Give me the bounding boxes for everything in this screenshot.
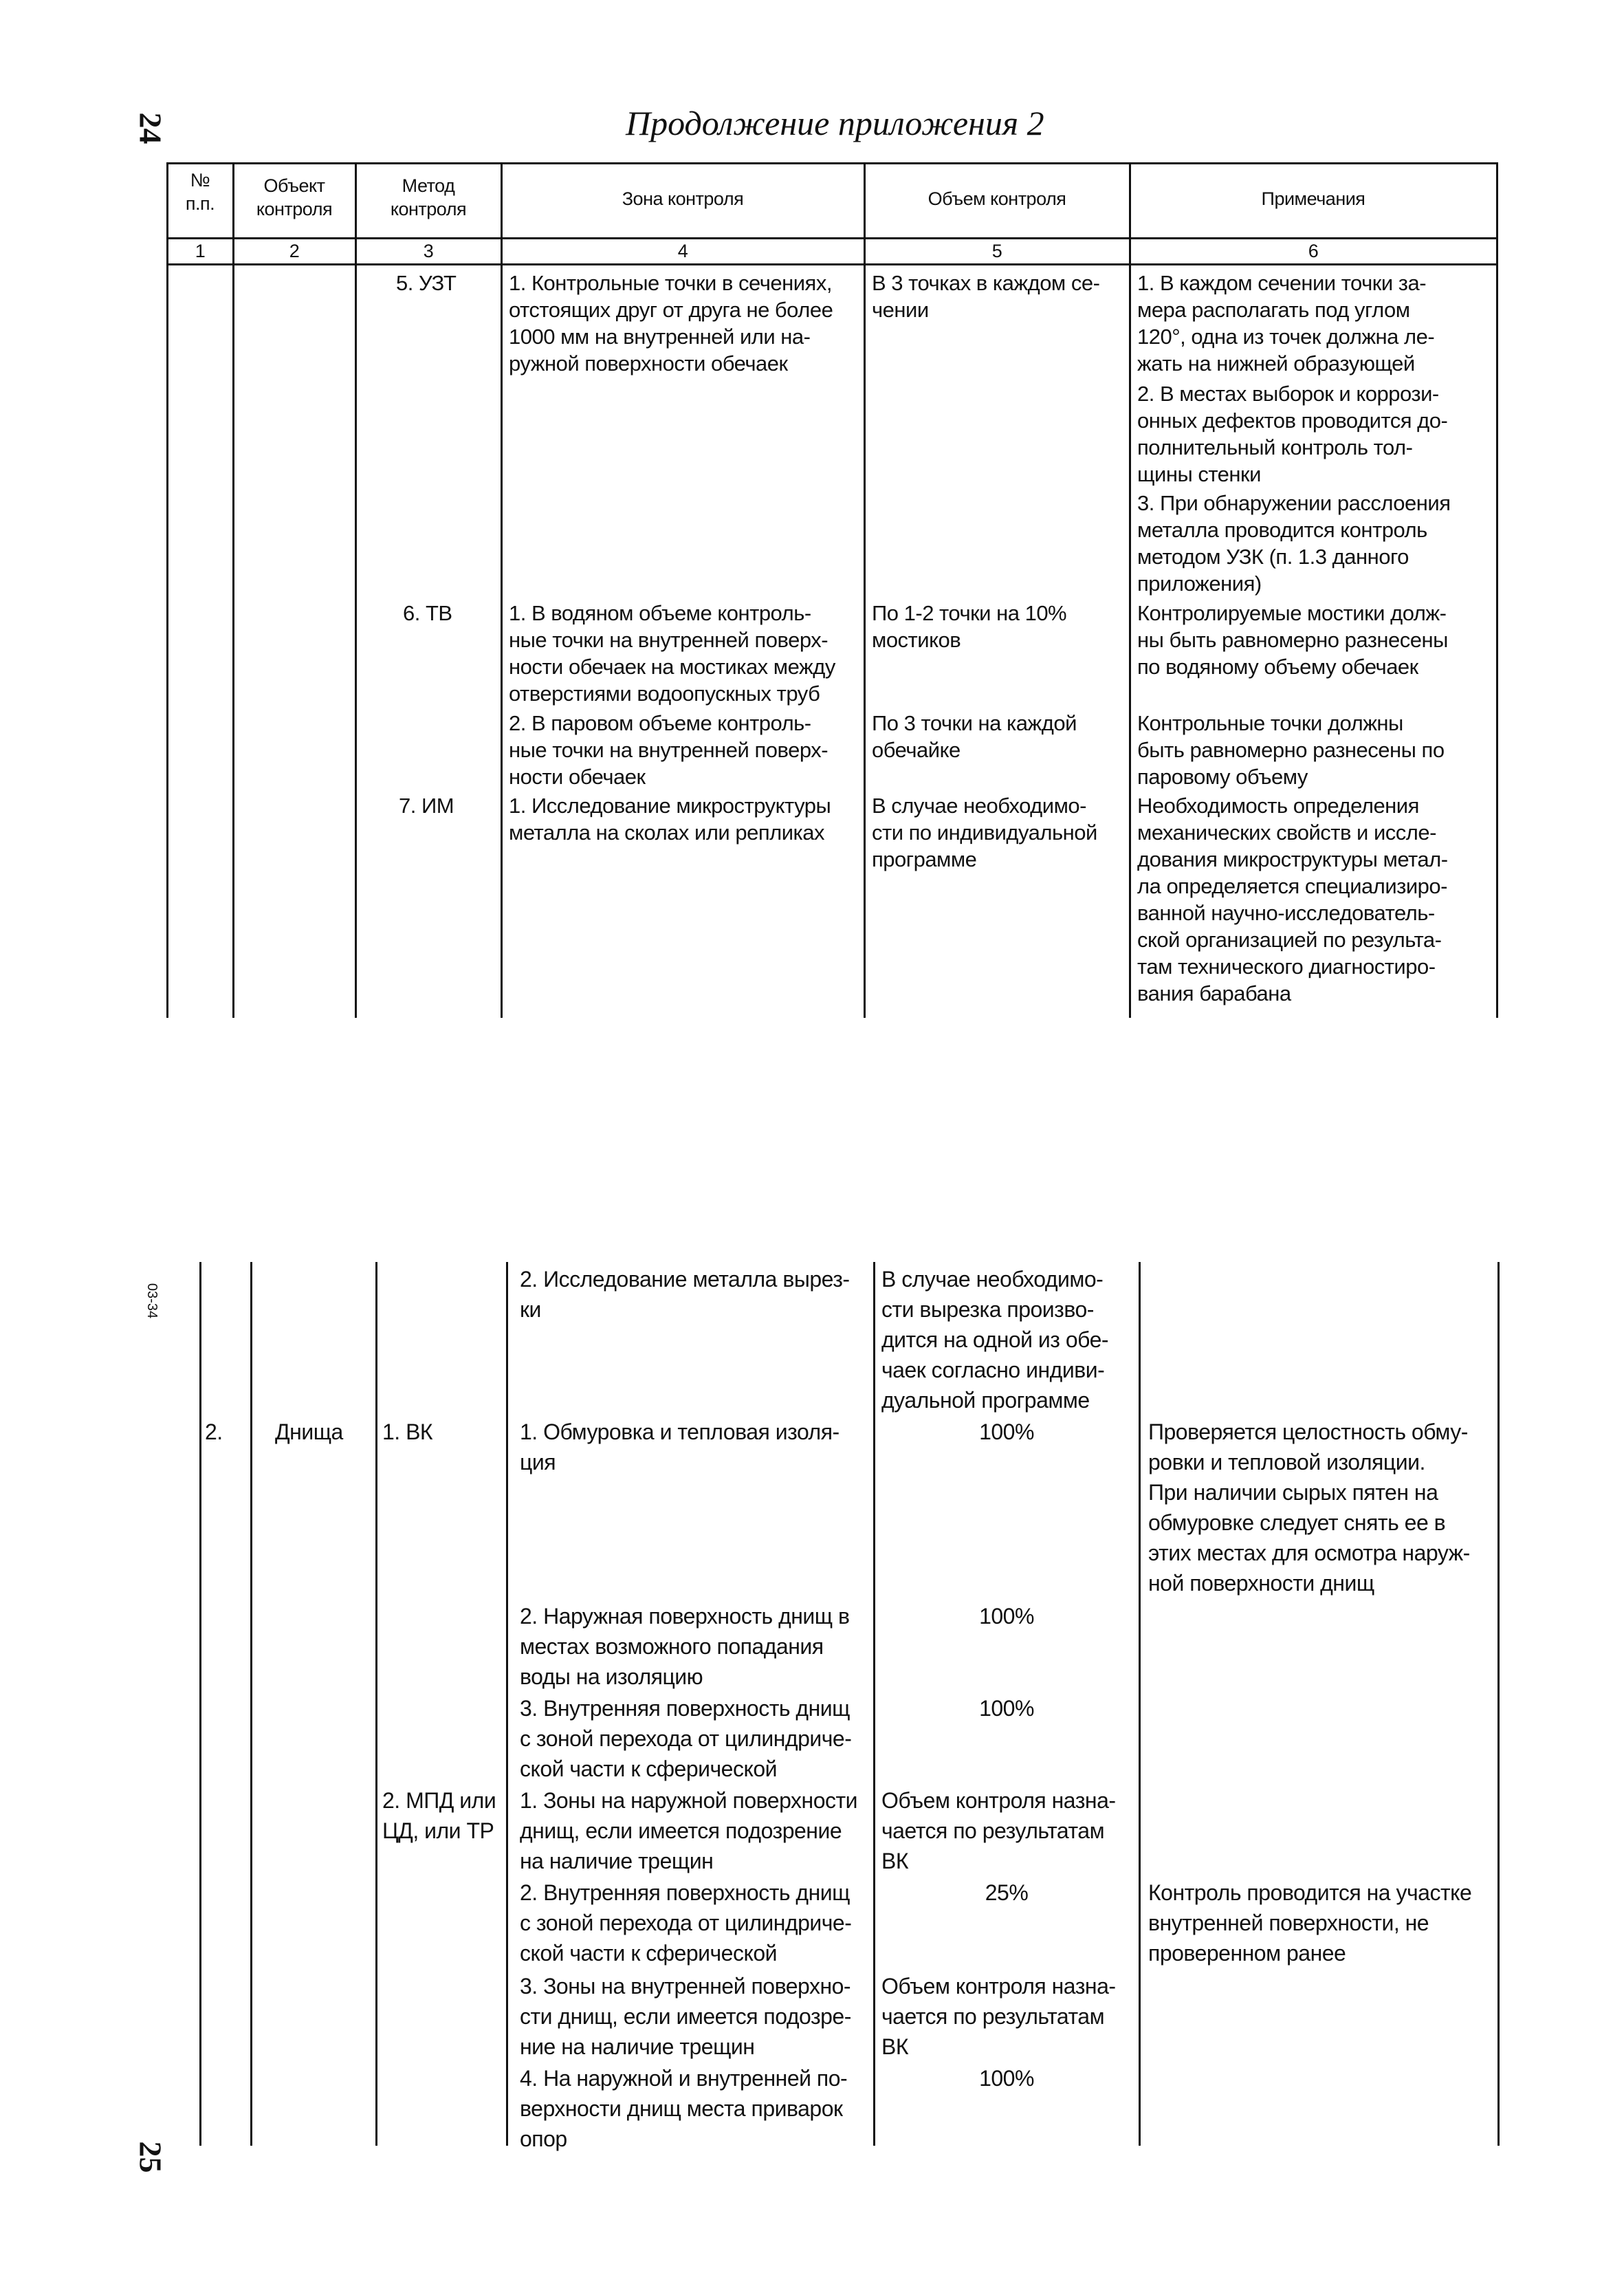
- table-cell-zone: 3. Зоны на внутренней поверхно- сти днищ, если имеется подозре- ние на наличие трещин: [520, 1974, 851, 2059]
- doc-code: 03-34: [144, 1283, 160, 1319]
- col-number: 5: [991, 241, 1002, 261]
- table-cell-zone: 2. Наружная поверхность днищ в местах возможного попадания воды на изоляцию: [520, 1604, 850, 1689]
- table-cell-zone: 1. Исследование микроструктуры металла на сколах или репликах: [509, 794, 831, 845]
- table-cell-note: 3. При обнаружении расслоения металла проводится контроль методом УЗК (п. 1.3 данного приложения): [1137, 491, 1451, 596]
- table-cell-volume: 100%: [979, 1696, 1034, 1721]
- table-cell-method: 5. УЗТ: [396, 271, 457, 295]
- table-cell-note: Проверяется целостность обму- ровки и тепловой изоляции. При наличии сырых пятен на обмуровке следует снять ее в этих местах для осмотра наруж- ной поверхности днищ: [1148, 1419, 1470, 1596]
- table-cell-zone: 1. Обмуровка и тепловая изоля- ция: [520, 1419, 840, 1474]
- table-cell-note: 1. В каждом сечении точки за- мера располагать под углом 120°, одна из точек должна ле- жать на нижней образующей: [1137, 271, 1435, 375]
- table-cell-volume: В случае необходимо- сти по индивидуальной программе: [872, 794, 1097, 871]
- col-number: 4: [677, 241, 688, 261]
- table-cell-method: 1. ВК: [382, 1419, 433, 1444]
- table-cell-volume: Объем контроля назна- чается по результатам ВК: [881, 1788, 1116, 1873]
- table-cell-volume: Объем контроля назна- чается по результатам ВК: [881, 1974, 1116, 2059]
- table-cell-note: Контроль проводится на участке внутренней поверхности, не проверенном ранее: [1148, 1880, 1472, 1966]
- table-cell-zone: 4. На наружной и внутренней по- верхности днищ места приварок опор: [520, 2066, 848, 2151]
- table-cell-zone: 2. Внутренняя поверхность днищ с зоной перехода от цилиндриче- ской части к сферической: [520, 1880, 852, 1966]
- table-cell-method: 6. ТВ: [403, 601, 452, 625]
- table-cell-volume: 100%: [979, 2066, 1034, 2091]
- col-number: 1: [195, 241, 206, 261]
- table-cell-volume: 100%: [979, 1419, 1034, 1444]
- header-notes: Примечания: [1261, 188, 1365, 209]
- table-cell-object: Днища: [275, 1419, 343, 1444]
- page-number-bottom: 25: [133, 2141, 168, 2173]
- col-number: 2: [289, 241, 300, 261]
- page-number-top: 24: [133, 112, 168, 144]
- table-cell-zone: 2. Исследование металла вырез- ки: [520, 1267, 850, 1322]
- table-cell-note: Необходимость определения механических свойств и иссле- дования микроструктуры метал- ла определяется специализиро- ванной научно-исследователь- ской организацией по результа- там технического диагностиро- вания барабана: [1137, 794, 1448, 1005]
- table-cell-volume: В случае необходимо- сти вырезка произво- дится на одной из обе- чаек согласно индиви- дуальной программе: [881, 1267, 1109, 1413]
- col-number: 6: [1308, 241, 1319, 261]
- col-number: 3: [423, 241, 434, 261]
- table-cell-method: 2. МПД или ЦД, или ТР: [382, 1788, 496, 1843]
- table-cell-zone: 3. Внутренняя поверхность днищ с зоной перехода от цилиндриче- ской части к сферической: [520, 1696, 852, 1781]
- header-volume: Объем контроля: [928, 188, 1066, 209]
- table-cell-note: Контрольные точки должны быть равномерно разнесены по паровому объему: [1137, 711, 1445, 789]
- header-zone: Зона контроля: [622, 188, 744, 209]
- header-method: Метод контроля: [390, 175, 467, 219]
- header-number: № п.п.: [185, 170, 215, 214]
- table-cell-note: 2. В местах выборок и коррози- онных дефектов проводится до- полнительный контроль тол- щины стенки: [1137, 382, 1448, 486]
- table-cell-volume: 25%: [985, 1880, 1029, 1905]
- header-object: Объект контроля: [256, 175, 333, 219]
- table-cell-volume: 100%: [979, 1604, 1034, 1629]
- table-cell-volume: По 3 точки на каждой обечайке: [872, 711, 1077, 762]
- table-cell-method: 7. ИМ: [399, 794, 454, 818]
- table-cell-volume: В 3 точках в каждом се- чении: [872, 271, 1100, 322]
- page-title: Продолжение приложения 2: [626, 104, 1044, 142]
- table-cell-zone: 2. В паровом объеме контроль- ные точки на внутренней поверх- ности обечаек: [509, 711, 829, 789]
- table-cell-note: Контролируемые мостики долж- ны быть равномерно разнесены по водяному объему обечаек: [1137, 601, 1448, 679]
- table-cell-zone: 1. В водяном объеме контроль- ные точки на внутренней поверх- ности обечаек на мостиках между отверстиями водоопускных труб: [509, 601, 835, 706]
- table-cell-zone: 1. Зоны на наружной поверхности днищ, если имеется подозрение на наличие трещин: [520, 1788, 858, 1873]
- table-cell-number: 2.: [205, 1419, 223, 1444]
- table-cell-zone: 1. Контрольные точки в сечениях, отстоящих друг от друга не более 1000 мм на внутренней или на- ружной поверхности обечаек: [509, 271, 833, 375]
- table-cell-volume: По 1-2 точки на 10% мостиков: [872, 601, 1067, 652]
